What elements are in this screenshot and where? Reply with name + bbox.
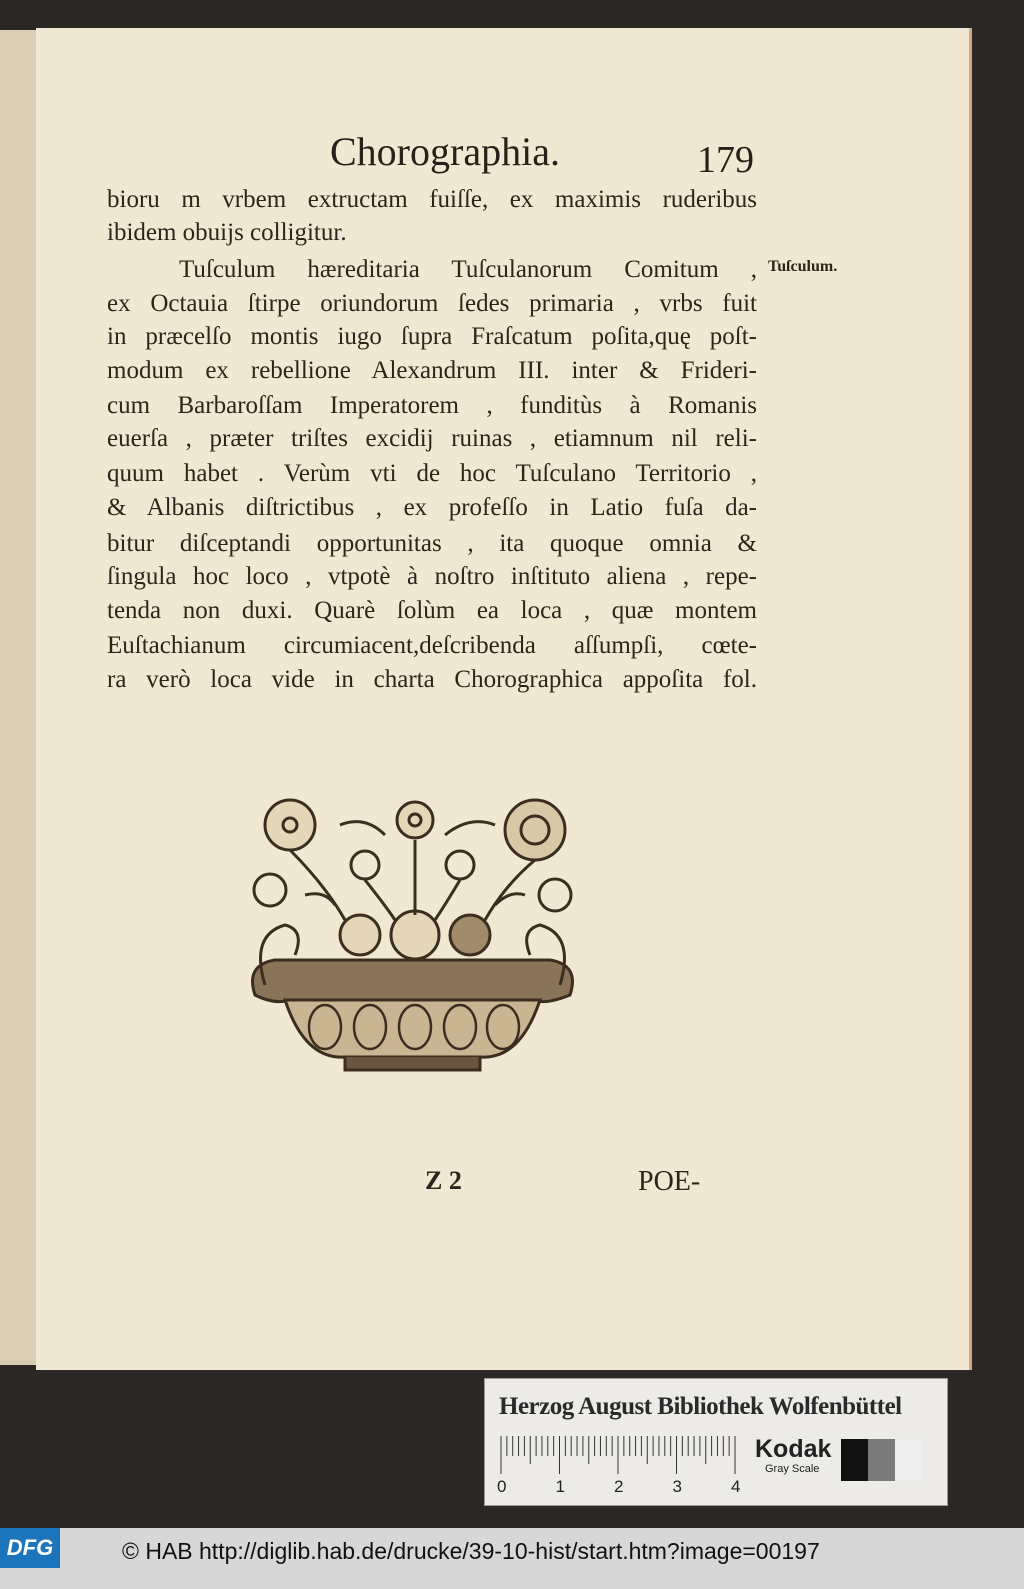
ruler-label: 4 <box>731 1477 741 1496</box>
signature-mark: Z 2 <box>425 1166 462 1195</box>
ruler-label: 1 <box>555 1477 565 1496</box>
ruler-label: 0 <box>497 1477 507 1496</box>
swatch-gray <box>868 1439 895 1481</box>
text-line: Tuſculum hæreditaria Tuſculanorum Comitum , <box>179 256 757 283</box>
ruler-label: 2 <box>614 1477 624 1496</box>
text-line: modum ex rebellione Alexandrum III. inter & Frideri- <box>107 357 757 384</box>
text-line: in præcelſo montis iugo ſupra Fraſcatum poſita,quę poſt- <box>107 323 757 350</box>
text-line: Euſtachianum circumiacent,deſcribenda aſſumpſi, cœte- <box>107 632 757 659</box>
ruler-label: 3 <box>672 1477 682 1496</box>
text-line: & Albanis diſtrictibus , ex profeſſo in Latio fuſa da- <box>107 494 757 521</box>
flower-basket-ornament <box>245 795 580 1075</box>
catchword: POE- <box>638 1166 701 1197</box>
text-line: tenda non duxi. Quarè ſolùm ea loca , quæ montem <box>107 597 757 624</box>
text-line: euerſa , præter triſtes excidij ruinas , etiamnum nil reli- <box>107 425 757 452</box>
text-line: quum habet . Verùm vti de hoc Tuſculano Territorio , <box>107 460 757 487</box>
text-line: ibidem obuijs colligitur. <box>107 219 347 246</box>
text-line: bioru m vrbem extructam fuiſſe, ex maximis ruderibus <box>107 186 757 213</box>
swatch-black <box>841 1439 868 1481</box>
gray-scale-label: Gray Scale <box>765 1463 820 1475</box>
margin-note: Tuſculum. <box>768 258 838 275</box>
color-calibration-card <box>484 1378 948 1506</box>
copyright-url: © HAB http://diglib.hab.de/drucke/39-10-hist/start.htm?image=00197 <box>122 1538 820 1564</box>
dfg-logo: DFG <box>0 1528 60 1568</box>
swatch-white <box>895 1439 922 1481</box>
text-line: ſingula hoc loco , vtpotè à noſtro inſtituto aliena , repe- <box>107 563 757 590</box>
facing-page-edge <box>0 30 36 1365</box>
kodak-logo: Kodak <box>755 1435 832 1463</box>
footer-bar <box>0 1528 1024 1589</box>
library-name: Herzog August Bibliothek Wolfenbüttel <box>499 1393 902 1420</box>
text-line: ra verò loca vide in charta Chorographica appoſita fol. <box>107 666 757 693</box>
text-line: cum Barbaroſſam Imperatorem , funditùs à Romanis <box>107 392 757 419</box>
text-line: ex Octauia ſtirpe oriundorum ſedes primaria , vrbs fuit <box>107 290 757 317</box>
running-head: Chorographia. <box>330 129 560 174</box>
ruler <box>497 1434 741 1499</box>
text-line: bitur diſceptandi opportunitas , ita quoque omnia & <box>107 530 757 557</box>
page-number: 179 <box>697 139 754 181</box>
